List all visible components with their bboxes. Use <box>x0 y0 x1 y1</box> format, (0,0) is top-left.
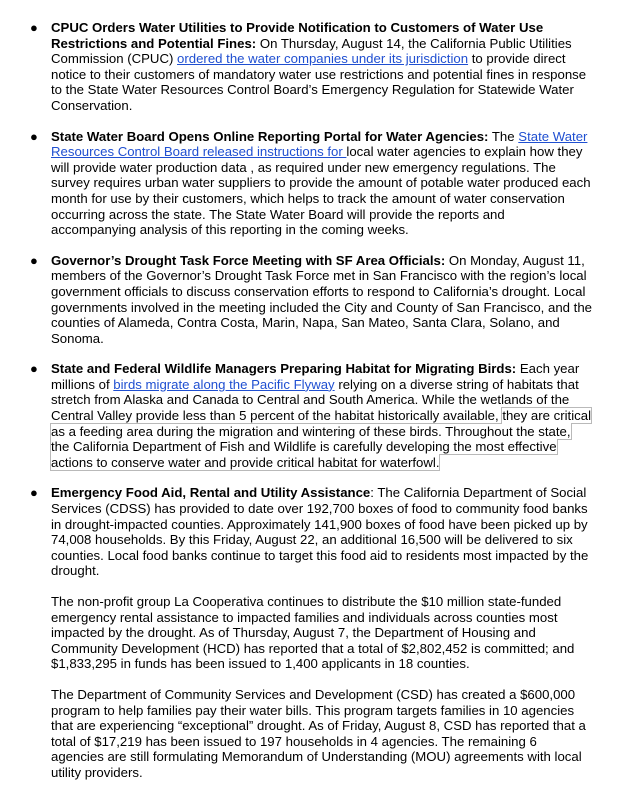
bullet-icon: ● <box>30 485 38 501</box>
bullet-icon: ● <box>30 252 38 268</box>
item-text: to provide direct notice to their customers of mandatory water use restrictions and potential fines in response to the State Water Resources Control Board’s Emergency Regulation for Statewide Water Conservation. <box>51 51 587 113</box>
list-item-emergency-aid <box>0 485 620 780</box>
item-paragraph <box>51 361 592 470</box>
item-paragraph-rental: The non-profit group La Cooperativa continues to distribute the $10 million state-funded emergency rental assistance to impacted families and individuals across counties most impacted by the drought. As of Thursday, August 7, the Department of Housing and Community Development (HCD) has reported that a total of $2,802,452 is committed; and $1,833,295 in funds has been issued to 1,400 applicants in 18 counties. <box>51 594 575 672</box>
list-item-cpuc <box>0 20 620 114</box>
bullet-icon: ● <box>30 20 38 35</box>
bullet-icon: ● <box>30 128 38 144</box>
list-item-drought-task-force <box>0 253 620 347</box>
item-heading: Governor’s Drought Task Force Meeting with SF Area Officials: <box>51 252 446 268</box>
item-text: Each year millions of <box>51 361 580 392</box>
item-heading: State Water Board Opens Online Reporting Portal for Water Agencies: <box>51 128 489 144</box>
item-text: The <box>488 128 519 144</box>
pacific-flyway-link[interactable]: birds migrate along the Pacific Flyway <box>113 376 335 392</box>
bullet-icon: ● <box>30 361 38 377</box>
item-text: On Monday, August 11, members of the Governor’s Drought Task Force met in San Francisco with the region’s local government officials to discuss conservation efforts to respond to California’s drought. Local governments involved in the meeting included the City and County of San Francisco, and the counties of Alameda, Contra Costa, Marin, Napa, San Mateo, Santa Clara, Solano, and Sonoma. <box>51 252 593 346</box>
water-board-instructions-link[interactable]: State Water Resources Control Board released instructions for <box>51 128 588 160</box>
item-paragraph <box>51 129 592 238</box>
list-item-wildlife-habitat <box>0 361 620 470</box>
item-text: relying on a diverse string of habitats that stretch from Alaska and Canada to Central and South America. While the wetlands of the Central Valley provide less than 5 percent of the habitat historically available, <box>51 376 579 424</box>
item-paragraph <box>51 485 592 579</box>
item-paragraph <box>51 20 592 114</box>
item-heading: Emergency Food Aid, Rental and Utility Assistance <box>51 485 371 501</box>
item-heading: CPUC Orders Water Utilities to Provide Notification to Customers of Water Use Restrictions and Potential Fines: <box>51 20 544 51</box>
item-text: : The California Department of Social Services (CDSS) has provided to date over 192,700 boxes of food to community food banks in drought-impacted counties. Approximately 141,900 boxes of food have been picked up by 74,008 households. By this Friday, August 22, an additional 16,500 will be delivered to six counties. Local food banks continue to target this food aid to residents most impacted by the drought. <box>51 485 589 579</box>
highlighted-text: they are critical as a feeding area during the migration and wintering of these birds. Throughout the state, the California Department of Fish and Wildlife is carefully developing the most effective actions to conserve water and provide critical habitat for waterfowl. <box>51 408 591 470</box>
item-paragraph <box>51 253 592 347</box>
item-text: local water agencies to explain how they will provide water production data , as required under new emergency regulations. The survey requires urban water suppliers to provide the amount of potable water produced each month for use by their customers, which helps to track the amount of water conservation occurring across the state. The State Water Board will provide the reports and accompanying analysis of this reporting in the coming weeks. <box>51 144 591 238</box>
list-item-state-water-board <box>0 129 620 238</box>
item-paragraph-utility: The Department of Community Services and Development (CSD) has created a $600,000 program to help families pay their water bills. This program targets families in 10 agencies that are experiencing “exceptional” drought. As of Friday, August 8, CSD has reported that a total of $17,219 has been issued to 197 households in 4 agencies. The remaining 6 agencies are still formulating Memorandum of Understanding (MOU) agreements with local utility providers. <box>51 686 586 780</box>
item-text: On Thursday, August 14, the California Public Utilities Commission (CPUC) <box>51 35 572 67</box>
item-heading: State and Federal Wildlife Managers Preparing Habitat for Migrating Birds: <box>51 361 517 377</box>
cpuc-order-link[interactable]: ordered the water companies under its jurisdiction <box>177 51 469 67</box>
bullet-list <box>0 20 620 796</box>
